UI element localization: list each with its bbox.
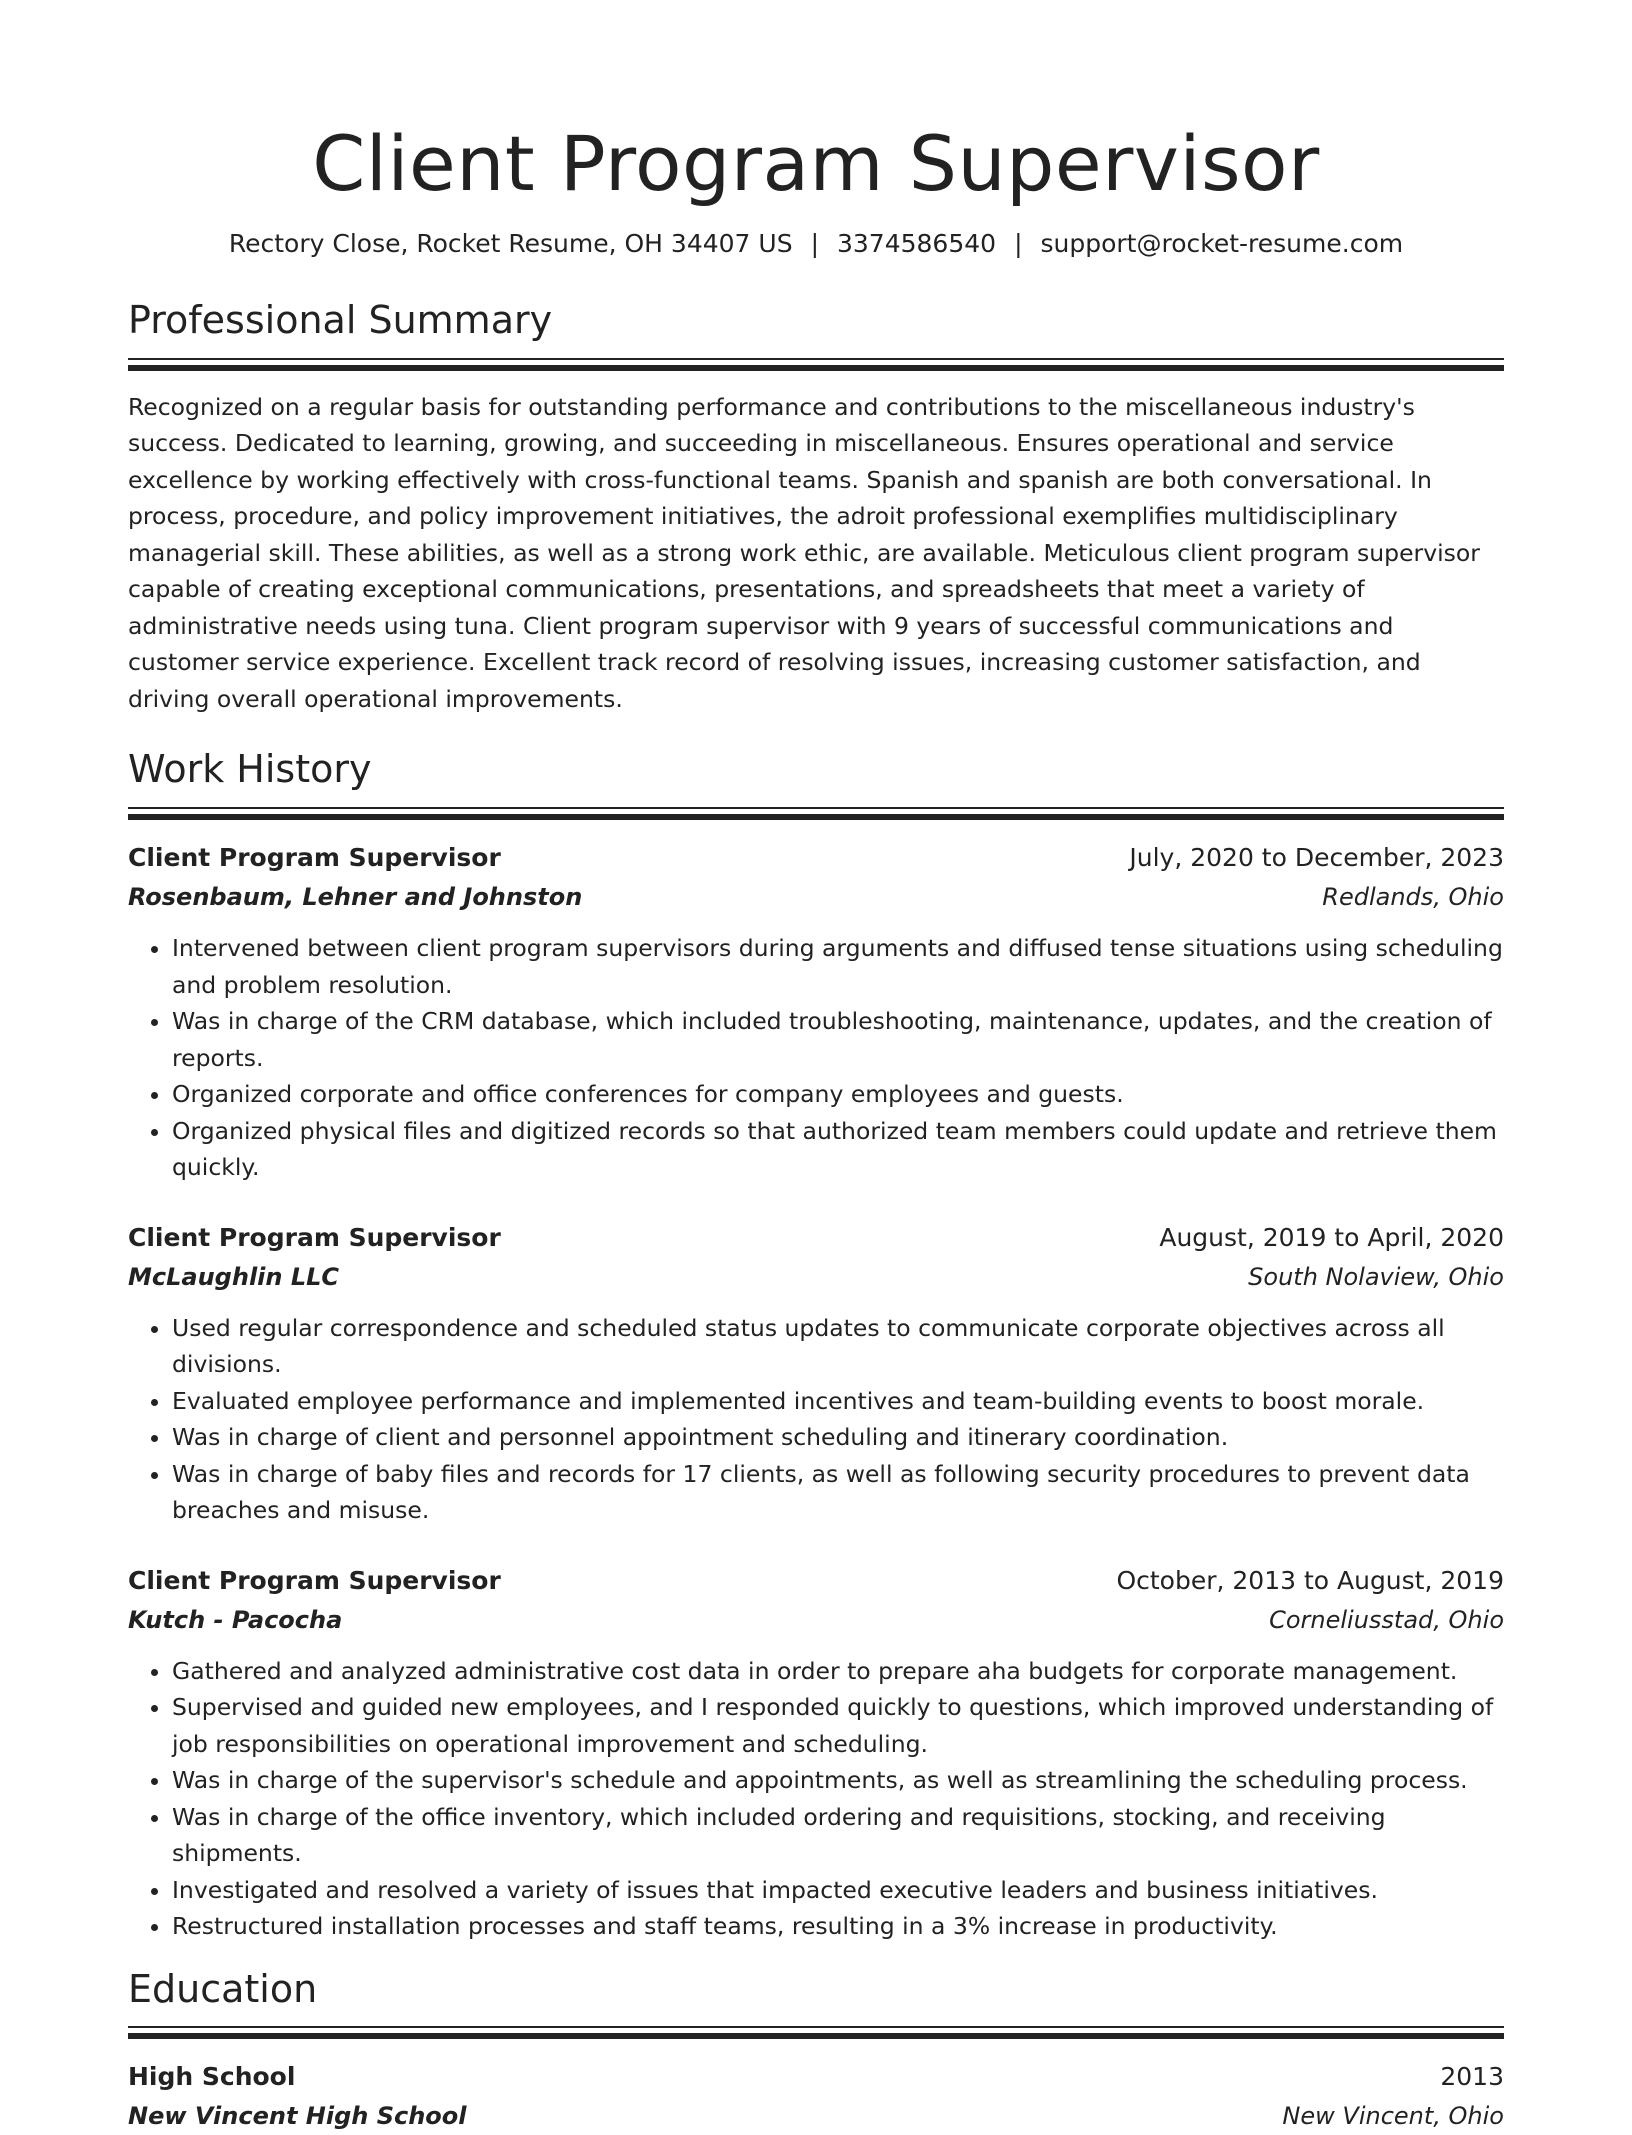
education-year: 2013 — [1440, 2062, 1504, 2092]
education-location: New Vincent, Ohio — [1282, 2102, 1504, 2131]
job-bullet: • Organized corporate and office conferences for company employees and guests. — [172, 1076, 1504, 1113]
job-company: Rosenbaum, Lehner and Johnston — [128, 883, 583, 912]
job-entry — [128, 838, 1504, 1186]
contact-line — [128, 229, 1504, 258]
summary-heading: Professional Summary — [128, 298, 553, 343]
job-title: Client Program Supervisor — [128, 843, 501, 873]
job-bullet: • Restructured installation processes and staff teams, resulting in a 3% increase in productivity. — [172, 1908, 1504, 1945]
job-bullet-list — [128, 1653, 1504, 1945]
job-bullet: • Was in charge of the supervisor's schedule and appointments, as well as streamlining the scheduling process. — [172, 1762, 1504, 1799]
job-company: McLaughlin LLC — [128, 1262, 340, 1291]
job-bullet: • Was in charge of baby files and records for 17 clients, as well as following security procedures to prevent data breaches and misuse. — [172, 1456, 1504, 1529]
section-rule-thin — [128, 807, 1504, 809]
section-rule-thick — [128, 814, 1504, 820]
job-bullet: • Was in charge of the office inventory, which included ordering and requisitions, stocking, and receiving shipments. — [172, 1799, 1504, 1872]
job-dates: July, 2020 to December, 2023 — [1129, 843, 1504, 873]
resume-title: Client Program Supervisor — [312, 119, 1320, 208]
contact-separator: | — [1014, 229, 1023, 259]
job-dates: August, 2019 to April, 2020 — [1159, 1222, 1504, 1252]
section-rule-thin — [128, 358, 1504, 360]
job-entry — [128, 1561, 1504, 1945]
contact-separator: | — [810, 229, 819, 259]
section-rule-thick — [128, 365, 1504, 371]
job-bullet: • Was in charge of client and personnel appointment scheduling and itinerary coordination. — [172, 1419, 1504, 1456]
job-bullet: • Gathered and analyzed administrative cost data in order to prepare aha budgets for corporate management. — [172, 1653, 1504, 1690]
job-location: South Nolaview, Ohio — [1248, 1262, 1504, 1291]
job-entry — [128, 1218, 1504, 1529]
education-entry — [128, 2057, 1504, 2135]
job-location: Redlands, Ohio — [1322, 883, 1504, 912]
contact-email: support@rocket-resume.com — [1040, 229, 1404, 259]
job-bullet: • Investigated and resolved a variety of issues that impacted executive leaders and business initiatives. — [172, 1872, 1504, 1909]
job-bullet: • Evaluated employee performance and implemented incentives and team-building events to boost morale. — [172, 1383, 1504, 1420]
section-rule-thick — [128, 2033, 1504, 2039]
job-bullet-list — [128, 930, 1504, 1186]
job-bullet: • Organized physical files and digitized records so that authorized team members could update and retrieve them quickly. — [172, 1113, 1504, 1186]
education-section — [128, 1967, 1504, 2135]
work-history-section — [128, 747, 1504, 1944]
job-bullet: • Was in charge of the CRM database, which included troubleshooting, maintenance, updates, and the creation of reports. — [172, 1003, 1504, 1076]
job-title: Client Program Supervisor — [128, 1222, 501, 1252]
education-heading: Education — [128, 1966, 318, 2011]
education-degree: High School — [128, 2062, 296, 2092]
work-history-heading: Work History — [128, 747, 372, 792]
job-company: Kutch - Pacocha — [128, 1605, 343, 1634]
job-title: Client Program Supervisor — [128, 1565, 501, 1595]
education-school: New Vincent High School — [128, 2102, 467, 2131]
summary-section — [128, 298, 1504, 717]
summary-text: Recognized on a regular basis for outstanding performance and contributions to the miscellaneous industry's success. Dedicated to learning, growing, and succeeding in miscellaneous. Ensures operational and service excellence by working effectively with cross-functional teams. Spanish and spanish are both conversational. In process, procedure, and policy improvement initiatives, the adroit professional exemplifies multidisciplinary managerial skill. These abilities, as well as a strong work ethic, are available. Meticulous client program supervisor capable of creating exceptional communications, presentations, and spreadsheets that meet a variety of administrative needs using tuna. Client program supervisor with 9 years of successful communications and customer service experience. Excellent track record of resolving issues, increasing customer satisfaction, and driving overall operational improvements. — [128, 392, 1480, 713]
contact-address: Rectory Close, Rocket Resume, OH 34407 US — [228, 229, 793, 259]
job-bullet: • Intervened between client program supervisors during arguments and diffused tense situations using scheduling and problem resolution. — [172, 930, 1504, 1003]
section-rule-thin — [128, 2026, 1504, 2028]
job-bullet-list — [128, 1310, 1504, 1529]
job-bullet: • Used regular correspondence and scheduled status updates to communicate corporate objectives across all divisions. — [172, 1310, 1504, 1383]
job-dates: October, 2013 to August, 2019 — [1116, 1565, 1504, 1595]
contact-phone: 3374586540 — [837, 229, 997, 259]
job-location: Corneliusstad, Ohio — [1269, 1605, 1504, 1634]
job-bullet: • Supervised and guided new employees, and I responded quickly to questions, which improved understanding of job responsibilities on operational improvement and scheduling. — [172, 1689, 1504, 1762]
